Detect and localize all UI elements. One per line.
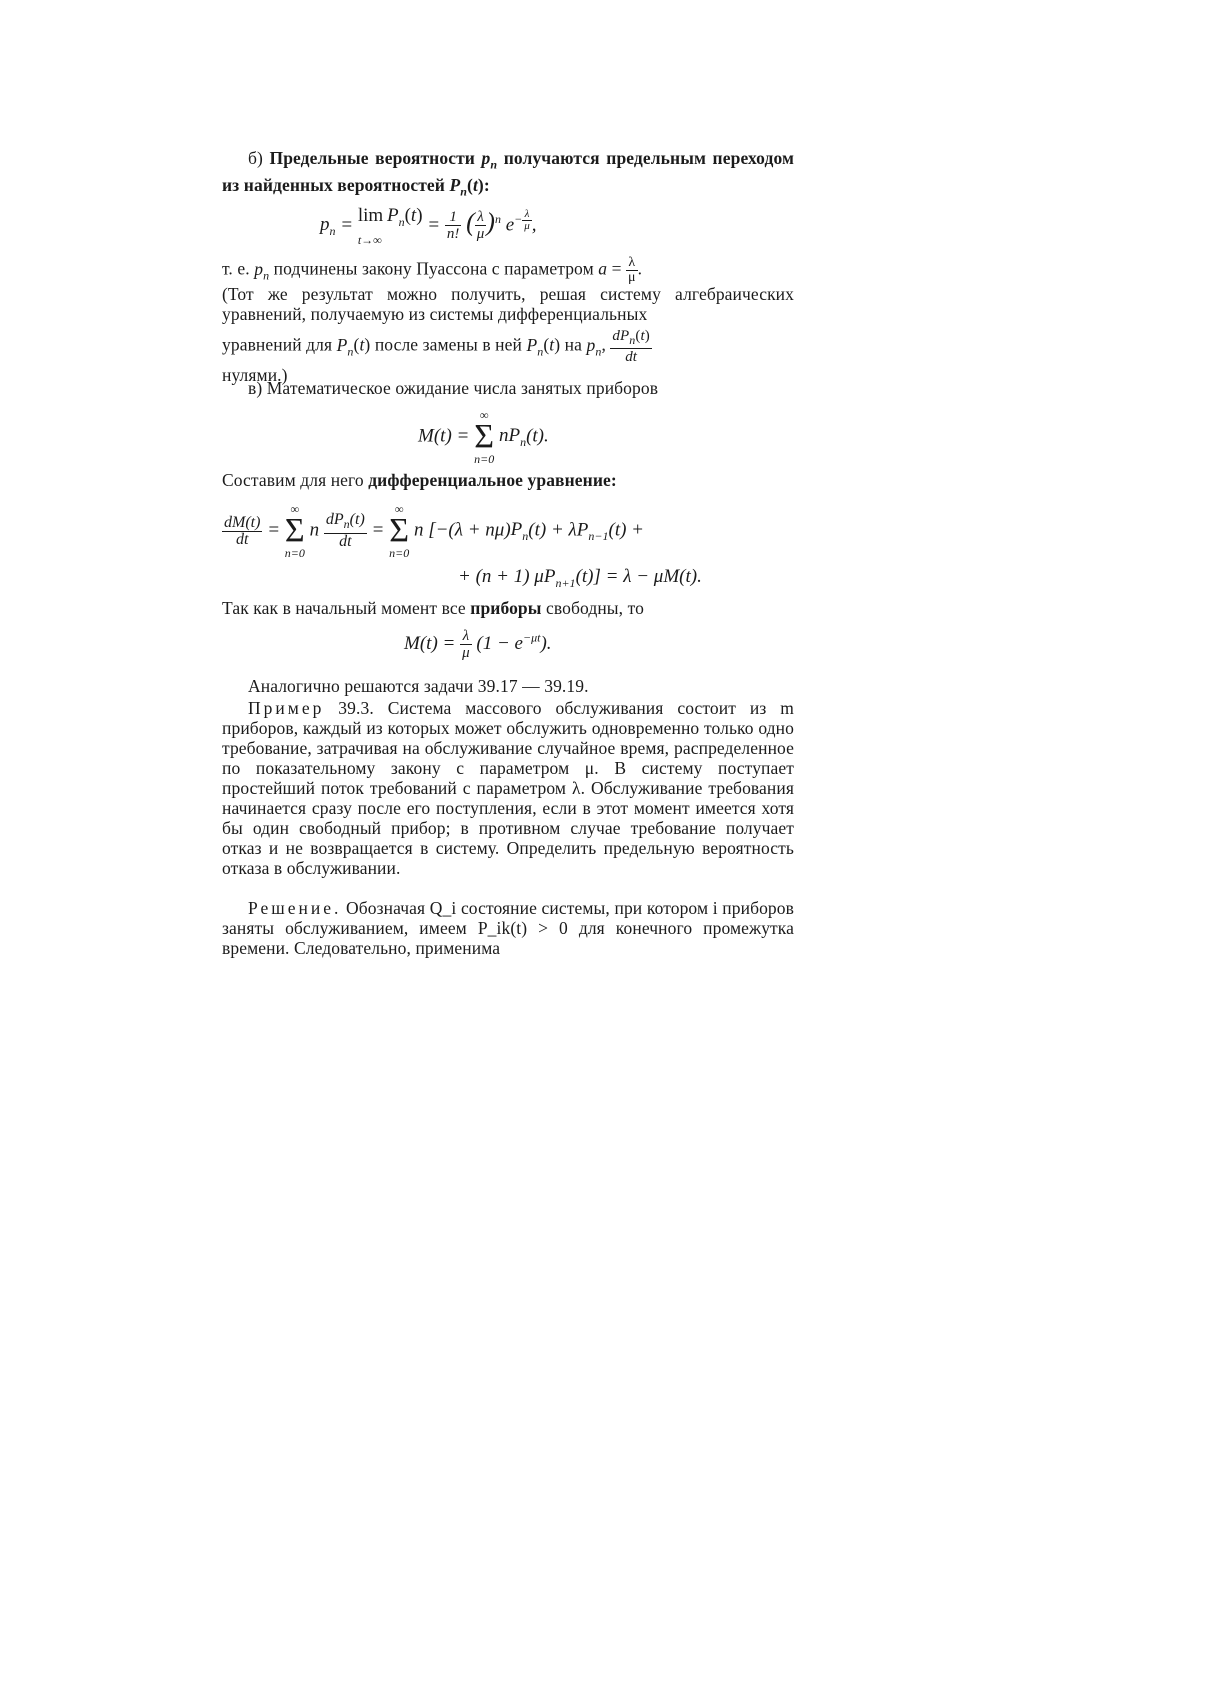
same-result-line2: уравнений для $P_n(t)$ после замены в ней $P_n(t)$ на $p_n$, $\frac{dP_n(t)}{dt}$ bbox=[222, 328, 650, 365]
example-body: 39.3. Система массового обслуживания состоит из m приборов, каждый из которых может обслужить одновременно только одно требование, затрачивая на обслуживание случайное время, распределенное по показательному закону с параметром μ. В систему поступает простейший поток требований с параметром λ. Обслуживание требования начинается сразу после его поступления, если в этот момент имеется хотя бы один свободный прибор; в противном случае требование получает отказ и не возвращается в систему. Определить предельную вероятность отказа в обслуживании. bbox=[222, 698, 794, 878]
example-label: Пример bbox=[248, 698, 325, 718]
paragraph-poisson bbox=[222, 256, 794, 285]
formula-expectation: M(t) = ∞ Σ n=0 $nP_n(t)$. bbox=[418, 408, 549, 466]
paragraph-similar-text: Аналогично решаются задачи 39.17 — 39.19. bbox=[248, 676, 589, 696]
formula-differential-1: $\frac{dM(t)}{dt}$ = ∞ Σ n=0 n $\frac{dP_n(t)}{dt}$ = ∞ Σ n=0 n [$-(\lambda + n\mu)P_n(t) + \lambda P_{n-1}(t)$ + bbox=[224, 502, 645, 560]
example-text bbox=[222, 698, 794, 878]
solution-body: Обозначая Q_i состояние системы, при котором i приборов заняты обслуживанием, имеем P_ik(t) > 0 для конечного промежутка времени. Следовательно, применима bbox=[222, 898, 794, 958]
formula-limit: $p_n$ = $\lim P_n(t)$ t→∞ = $\frac{1}{n!}$ ( $\frac{\lambda}{\mu}$ )$^n$ $e^{- \frac{\lambda}{\mu}}$ , bbox=[320, 205, 537, 247]
paragraph-same-result bbox=[222, 284, 794, 385]
solution bbox=[222, 898, 794, 958]
paragraph-similar bbox=[222, 676, 794, 696]
paragraph-compose-text: Составим для него дифференциальное уравнение: bbox=[222, 470, 617, 490]
paragraph-poisson-text: т. е. $p_n$ подчинены закону Пуассона с параметром a = $\frac{\lambda}{\mu}$ . bbox=[222, 255, 643, 285]
paragraph-b bbox=[222, 148, 794, 201]
paragraph-v-text: в) Математическое ожидание числа занятых приборов bbox=[248, 378, 659, 398]
same-result-line1: (Тот же результат можно получить, решая систему алгебраических уравнений, получаемую из системы дифференциальных bbox=[222, 284, 794, 324]
solution-label: Решение. bbox=[248, 898, 342, 918]
paragraph-compose bbox=[222, 470, 794, 490]
formula-solution: M(t) = $\frac{\lambda}{\mu}$ $(1 - e^{-\mu t})$. bbox=[404, 628, 552, 661]
example-39-3 bbox=[222, 698, 794, 878]
paragraph-since bbox=[222, 598, 794, 618]
same-result-line3: нулями.) bbox=[222, 365, 288, 385]
paragraph-v bbox=[222, 378, 794, 398]
solution-text bbox=[222, 898, 794, 958]
paragraph-b-text: б) Предельные вероятности $p_n$ получаются предельным переходом из найденных вероятностей $P_n(t)$: bbox=[222, 148, 794, 198]
paragraph-since-text: Так как в начальный момент все приборы свободны, то bbox=[222, 598, 644, 618]
formula-differential-2: + (n + 1) $\mu P_{n+1}(t)] = \lambda - \mu M(t)$. bbox=[458, 566, 702, 590]
